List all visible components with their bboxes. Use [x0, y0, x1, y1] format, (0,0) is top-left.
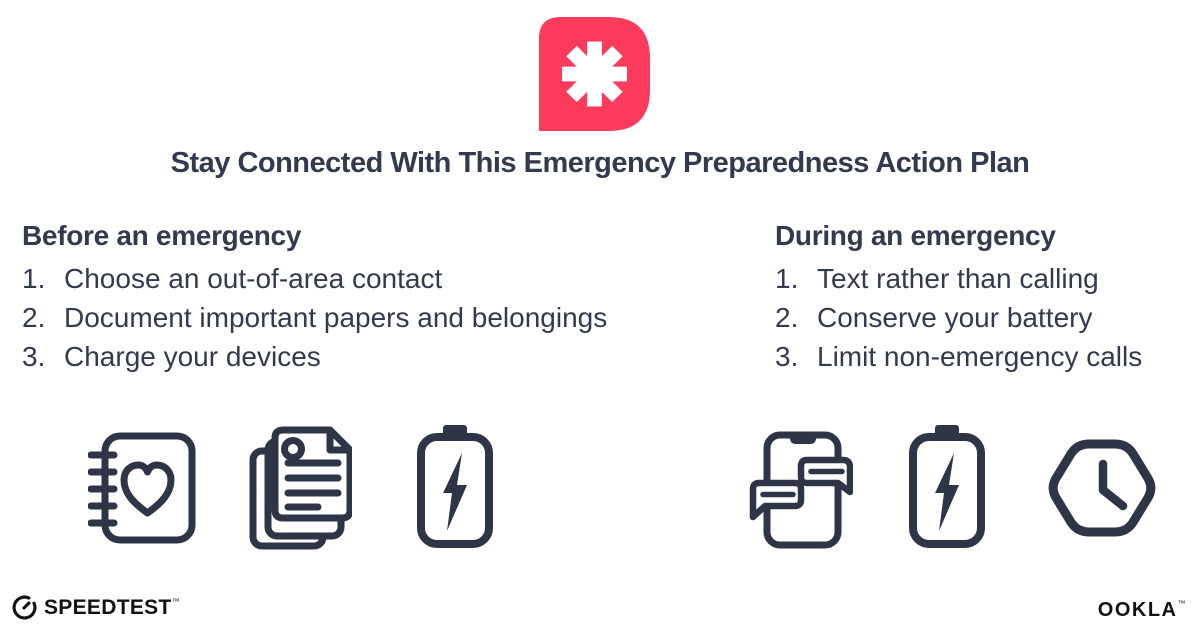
list-item: Conserve your battery: [817, 302, 1093, 333]
before-list: [22, 259, 712, 376]
list-item: Document important papers and belongings: [64, 302, 608, 333]
trademark-symbol: ™: [1177, 599, 1187, 608]
ookla-wordmark: OOKLA: [1097, 599, 1178, 621]
speedometer-gauge-icon: [12, 595, 37, 620]
during-list: [775, 259, 1195, 376]
emergency-asterisk-icon: [538, 17, 651, 131]
list-item: Limit non-emergency calls: [817, 341, 1143, 372]
section-during-emergency: [775, 219, 1195, 376]
list-item: Choose an out-of-area contact: [64, 263, 443, 294]
speedtest-logo: [12, 595, 180, 620]
contact-book-heart-icon: [88, 429, 198, 547]
during-heading: During an emergency: [775, 220, 1056, 251]
documents-stack-icon: [246, 423, 352, 552]
before-heading: Before an emergency: [22, 220, 302, 251]
page-title: Stay Connected With This Emergency Preparedness Action Plan: [170, 147, 1030, 179]
ookla-logo: [1098, 599, 1187, 622]
phone-messages-icon: [743, 424, 853, 549]
list-item: Text rather than calling: [817, 263, 1099, 294]
speedtest-wordmark: SPEEDTEST™: [44, 595, 180, 619]
battery-charge-icon: [909, 425, 985, 548]
list-item: Charge your devices: [64, 341, 321, 372]
battery-charge-icon: [417, 425, 493, 548]
section-before-emergency: [22, 219, 712, 376]
clock-hexagon-icon: [1046, 437, 1158, 539]
trademark-symbol: ™: [171, 596, 180, 606]
